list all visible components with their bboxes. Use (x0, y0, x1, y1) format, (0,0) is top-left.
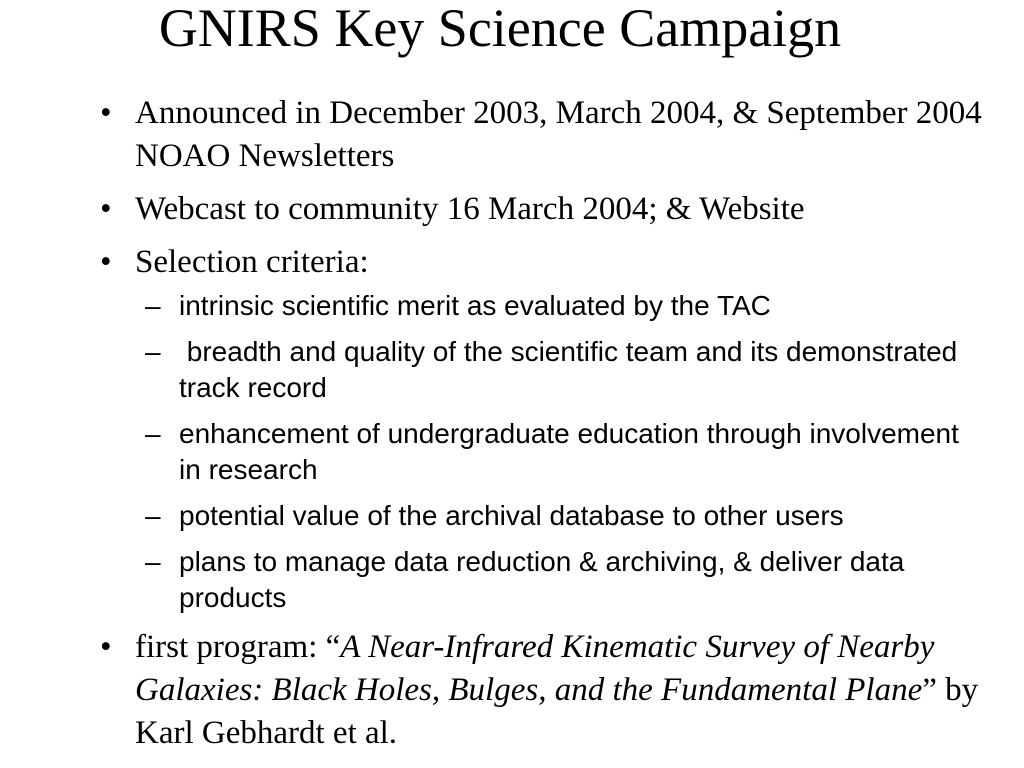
bullet-text: Selection criteria: (135, 244, 369, 280)
dash-marker: – (145, 418, 161, 449)
bullet-list (98, 92, 988, 765)
bullet-marker: • (100, 244, 112, 280)
bullet-text: Webcast to community 16 March 2004; & Website (135, 191, 805, 227)
dash-marker: – (145, 500, 161, 531)
first-program-prefix: first program: “ (135, 629, 341, 665)
sub-bullet-text: plans to manage data reduction & archiving, & deliver data products (179, 546, 905, 613)
sub-bullet-group (98, 288, 988, 616)
dash-marker: – (145, 290, 161, 321)
first-program-title: A Near-Infrared Kinematic Survey of Nearby Galaxies: Black Holes, Bulges, and the Fundamental Plane (135, 629, 935, 708)
sub-bullet-text: enhancement of undergraduate education through involvement in research (179, 418, 959, 485)
bullet-marker: • (100, 95, 112, 131)
sub-bullet-data-products (135, 544, 988, 616)
sub-bullet-text: intrinsic scientific merit as evaluated by the TAC (179, 290, 771, 321)
bullet-announced (98, 92, 988, 178)
first-program-suffix: ” by Karl Gebhardt et al. (135, 672, 979, 751)
bullet-marker: • (100, 629, 112, 665)
slide-title: GNIRS Key Science Campaign (158, 0, 842, 58)
bullet-first-program (98, 626, 988, 755)
dash-marker: – (145, 336, 161, 367)
sub-bullet-merit (135, 288, 988, 324)
sub-bullet-archival (135, 498, 988, 534)
dash-marker: – (145, 546, 161, 577)
sub-bullet-education (135, 416, 988, 488)
bullet-text: Announced in December 2003, March 2004, & September 2004 NOAO Newsletters (135, 95, 982, 174)
bullet-webcast (98, 188, 988, 231)
bullet-marker: • (100, 191, 112, 227)
sub-bullet-text: potential value of the archival database to other users (179, 500, 844, 531)
sub-bullet-list (98, 288, 988, 616)
sub-bullet-text: breadth and quality of the scientific team and its demonstrated track record (179, 336, 966, 403)
sub-bullet-team (135, 334, 988, 406)
bullet-selection-criteria (98, 241, 988, 284)
